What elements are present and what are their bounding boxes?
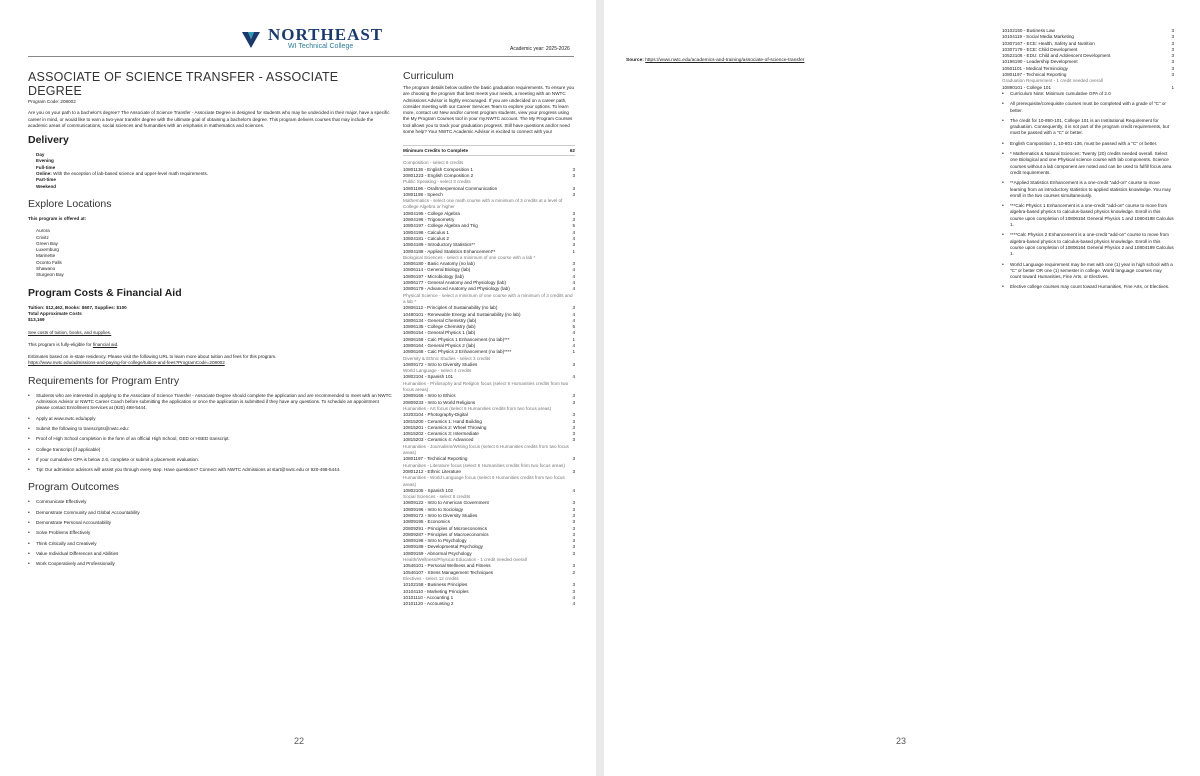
course-name: 10801136 - English Composition 1 [403, 166, 473, 172]
course-credits: 3 [1171, 72, 1174, 78]
course-credits: 4 [572, 317, 575, 323]
course-credits: 1 [1171, 84, 1174, 90]
course-name: 10815200 - Ceramics 1: Hand Building [403, 418, 482, 424]
logo-subtitle: WI Technical College [288, 43, 354, 50]
course-name: 20801223 - English Composition 2 [403, 172, 474, 178]
course-name: 10815201 - Ceramics 2: Wheel Throwing [403, 424, 487, 430]
source-link[interactable]: https://www.nwtc.edu/academics-and-training/associate-of-science-transfer [645, 58, 805, 63]
note-item: • The credit for 10-890-101, College 101 is an Institutional Requirement for graduation. Consequently, it is not part of the program credit requirements, but must be passed with a "C" or better. [1002, 118, 1174, 137]
course-credits: 3 [572, 305, 575, 311]
course-name: 10480101 - Renewable Energy and Sustainability (no lab) [403, 311, 521, 317]
course-credits: 4 [572, 374, 575, 380]
course-credits: 4 [572, 235, 575, 241]
course-credits: 3 [572, 261, 575, 267]
course-credits: 3 [572, 399, 575, 405]
course-name: 10809172 - Intro to Diversity Studies [403, 513, 478, 518]
course-name: 10101120 - Accounting 2 [403, 601, 454, 607]
page-number: 23 [896, 736, 907, 746]
course-name: 10806180 - Basic Anatomy (no lab) [403, 261, 475, 267]
note-item: • World Language requirement may be met with one (1) year in high school with a "C" or better OR one (1) semester in college. World language courses may count toward Humanities, Fine Arts, or Electives. [1002, 262, 1174, 281]
course-name: 10809159 - Abnormal Psychology [403, 550, 472, 556]
curriculum-continued-column [1002, 28, 1174, 295]
course-name: 10809196 - Intro to Sociology [403, 506, 464, 512]
course-group-heading: Health/Wellness/Physical Education - 1 credit needed overall [403, 557, 527, 563]
location-item: Sturgeon Bay [36, 272, 64, 278]
note-item: • **Applied Statistics Enhancement is a one-credit "add-on" course to move learning from an introductory statistics to applied statistics knowledge. You may enroll in the two courses simultaneously. [1002, 180, 1174, 199]
location-item: Oconto Falls [36, 259, 62, 265]
note-item: • All prerequisite/corequisite courses must be completed with a grade of "C" or better. [1002, 101, 1174, 114]
course-credits: 3 [572, 217, 575, 223]
min-credits-row [403, 145, 575, 156]
location-item: Luxemburg [36, 247, 59, 253]
curriculum-continued-list [1002, 28, 1174, 91]
course-name: 10804195 - College Algebra [403, 210, 460, 216]
course-credits: 3 [572, 544, 575, 550]
financial-aid-line: This program is fully-eligible for financial aid. [28, 341, 119, 347]
course-credits: 3 [1171, 65, 1174, 71]
page-23 [604, 0, 1200, 776]
course-credits: 5 [572, 223, 575, 229]
course-name: 10104119 - Social Media Marketing [1002, 34, 1074, 40]
course-group-heading: Mathematics - select one math course with a minimum of 3 credits at a level of College Algebra or higher [403, 198, 563, 210]
course-group-heading: World Language - select 4 credits [403, 368, 472, 374]
course-credits: 3 [572, 588, 575, 594]
course-name: 10804189 - Introductory Statistics** [403, 242, 476, 248]
course-credits: 3 [572, 525, 575, 531]
course-name: 10806135 - College Chemistry (lab) [403, 324, 476, 330]
outcomes-list [28, 499, 392, 567]
course-name: 10806168 - Calc Physics 2 Enhancement (no lab)**** [403, 349, 512, 355]
course-name: 10802104 - Spanish 101 [403, 374, 454, 380]
location-item: Green Bay [36, 240, 58, 246]
tuition-url-link[interactable]: https://www.nwtc.edu/admissions-and-paying-for-college/tuition-and-fees?ProgramCode=208002 [28, 360, 225, 366]
course-name: 10102158 - Business Principles [403, 582, 468, 588]
outcome-item: • Solve Problems Effectively [28, 530, 392, 536]
course-group-heading: Humanities - Journalism/Writing focus (select 6 Humanities credits from two focus areas) [403, 443, 569, 456]
curriculum-notes-list [1002, 91, 1174, 291]
course-name: 20809233 - Intro to World Religions [403, 399, 476, 405]
course-group-heading: Graduation Requirement - 1 credit needed overall [1002, 78, 1103, 84]
course-name: 10546101 - Personal Wellness and Fitness [403, 563, 491, 569]
course-group-heading: Physical Science - select a minimum of one course with a minimum of 3 credits and a lab * [403, 292, 573, 304]
note-item: • ****Calc Physics 2 Enhancement is a one-credit "add-on" course to move from algebra-based physics to calculus-based physics knowledge. Enroll in this course upon completion of 10806164 General Physics 2 and 10804199 Calculus 1. [1002, 232, 1174, 257]
course-name: 10307179 - ECE: Child Development [1002, 46, 1078, 52]
course-name: 10809166 - Intro to Ethics [403, 393, 456, 399]
course-credits: 3 [572, 393, 575, 399]
requirement-item: • Submit the following to transcripts@nwtc.edu: [28, 426, 392, 432]
total-costs-label: Total Approximate Costs [28, 310, 82, 316]
source-line: Source: https://www.nwtc.edu/academics-and-training/associate-of-science-transfer [626, 58, 805, 63]
course-name: 10804198 - Calculus 1 [403, 229, 449, 235]
course-group-heading: Humanities - Literature focus (select 6 Humanities credits from two focus areas) [403, 462, 565, 468]
course-name: 10806164 - General Physics 2 (lab) [403, 342, 476, 348]
requirement-item: • Apply at www.nwtc.edu/apply [28, 416, 392, 422]
course-credits: 3 [572, 550, 575, 556]
location-item: Aurora [36, 228, 50, 234]
course-credits: 3 [572, 242, 575, 248]
course-credits: 3 [572, 563, 575, 569]
delivery-heading: Delivery [28, 134, 69, 147]
outcome-item: • Work Cooperatively and Professionally [28, 561, 392, 567]
course-name: 10801196 - Oral/Interpersonal Communication [403, 185, 498, 191]
note-item: • English Composition 1, 10-801-136, must be passed with a "C" or better. [1002, 141, 1174, 147]
course-credits: 4 [572, 273, 575, 279]
course-credits: 3 [572, 210, 575, 216]
course-name: 10802105 - Spanish 102 [403, 487, 454, 493]
course-name: 10815202 - Ceramics 3: Intermediate [403, 431, 479, 437]
program-code: Program Code: 208002 [28, 99, 76, 104]
course-group-heading: Humanities - World Language focus (select 6 Humanities credits from two focus areas) [403, 475, 565, 487]
course-credits: 4 [572, 330, 575, 336]
course-credits: 3 [1171, 34, 1174, 40]
costs-heading: Program Costs & Financial Aid [28, 286, 182, 299]
course-name: 10809172 - Intro to Diversity Studies [403, 361, 478, 367]
course-credits: 4 [572, 487, 575, 493]
outcome-item: • Value Individual Differences and Abilities [28, 551, 392, 557]
academic-year: Academic year: 2025-2026 [510, 46, 570, 52]
course-credits: 3 [572, 424, 575, 430]
outcome-item: • Think Critically and Creatively [28, 541, 392, 547]
locations-list [28, 228, 392, 278]
course-credits: 5 [572, 324, 575, 330]
course-group-heading: Social Sciences - select 6 credits [403, 494, 471, 500]
course-group-heading: Biological Sciences - select a minimum of one course with a lab * [403, 254, 536, 260]
course-group-heading: Public Speaking - select 3 credits [403, 179, 471, 185]
course-name: 10501101 - Medical Terminology [1002, 65, 1068, 71]
course-name: 10307167 - ECE: Health, Safety and Nutrition [1002, 40, 1095, 46]
delivery-item: Part-time [36, 177, 56, 183]
location-item: Shawano [36, 266, 56, 272]
course-name: 10806154 - General Physics 1 (lab) [403, 330, 476, 336]
college-logo [240, 26, 383, 51]
course-credits: 3 [1171, 28, 1174, 33]
course-row [403, 601, 575, 607]
course-group-heading: Humanities - Philosophy and Religion focus (select 6 Humanities credits from two focus areas) [403, 380, 569, 393]
course-credits: 4 [572, 601, 575, 607]
course-credits: 3 [572, 513, 575, 518]
course-name: 10806179 - Advanced Anatomy and Physiology (lab) [403, 286, 510, 292]
course-name: 20809291 - Principles of Microeconomics [403, 525, 488, 531]
course-name: 10196190 - Leadership Development [1002, 59, 1078, 65]
course-name: 10804181 - Calculus 2 [403, 235, 449, 241]
course-credits: 3 [572, 506, 575, 512]
requirements-heading: Requirements for Program Entry [28, 374, 180, 387]
requirement-item: • College transcript (if applicable) [28, 447, 392, 453]
course-credits: 3 [572, 437, 575, 443]
course-credits: 3 [572, 538, 575, 544]
course-credits: 3 [572, 582, 575, 588]
course-name: 20801212 - Ethnic Literature [403, 468, 461, 474]
course-name: 10809188 - Developmental Psychology [403, 544, 483, 550]
course-name: 10806158 - Calc Physics 1 Enhancement (no lab)*** [403, 336, 510, 342]
course-name: 10804197 - College Algebra and Trig [403, 223, 478, 229]
min-credits-value: 62 [569, 148, 575, 154]
course-credits: 3 [572, 531, 575, 537]
total-costs-value: $13,169 [28, 317, 45, 323]
requirements-list [28, 393, 392, 474]
outcome-item: • Demonstrate Personal Accountability [28, 520, 392, 526]
locations-heading: Explore Locations [28, 197, 112, 210]
delivery-item: Evening [36, 158, 54, 164]
course-name: 20809287 - Principles of Macroeconomics [403, 531, 489, 537]
note-item: • Curriculum Note: Minimum cumulative GPA of 2.0 [1002, 91, 1174, 97]
course-credits: 3 [1171, 40, 1174, 46]
course-credits: 3 [572, 500, 575, 506]
course-name: 10101110 - Accounting 1 [403, 594, 454, 600]
program-intro: Are you on your path to a bachelor's degree? The Associate of Science Transfer - Associate Degree is designed for students who may be undecided in their major, have a specific career in mind, or would like to earn a two-year transfer degree with the ultimate goal of obtaining a bachelor's degree. This program delivers courses that may include the academic areas of communications, social sciences and humanities with an emphasis in mathematics and sciences. [28, 110, 390, 128]
course-name: 10801197 - Technical Reporting [403, 456, 468, 462]
curriculum-course-list [403, 160, 575, 607]
outcome-item: • Communicate Effectively [28, 499, 392, 505]
note-item: • Elective college courses may count toward Humanities, Fine Arts, or Electives. [1002, 284, 1174, 290]
course-credits: 4 [572, 229, 575, 235]
course-name: 10522106 - EDU: Child and Adolescent Development [1002, 53, 1111, 59]
course-credits: 3 [572, 418, 575, 424]
course-name: 10890101 - College 101 [1002, 84, 1052, 90]
location-item: Marinette [36, 253, 56, 259]
note-item: • * Mathematics & Natural Sciences: Twenty (20) credits needed overall. Select one Biological and one Physical science course with lab components. Science courses without a lab component are noted and can be used to fulfill focus area credit requirements. [1002, 151, 1174, 176]
outcomes-heading: Program Outcomes [28, 481, 120, 494]
requirement-item: • Proof of High School completion in the form of an official High School, GED or HSED transcript. [28, 436, 392, 442]
course-credits: 3 [572, 456, 575, 462]
curriculum-column [403, 70, 575, 607]
course-name: 10804196 - Trigonometry [403, 217, 455, 223]
page-22 [0, 0, 596, 776]
tuition-line: Tuition: $12,462, Books: $607, Supplies: $100 [28, 304, 127, 310]
course-name: 10801197 - Technical Reporting [1002, 72, 1067, 78]
course-name: 10806197 - Microbiology (lab) [403, 273, 464, 279]
course-credits: 3 [572, 172, 575, 178]
delivery-item: Online: With the exception of lab-based science and upper-level math requirements. [36, 171, 209, 177]
course-credits: 3 [572, 361, 575, 367]
course-credits: 2 [572, 569, 575, 575]
course-name: 10801198 - Speech [403, 191, 443, 197]
course-name: 10809195 - Economics [403, 519, 450, 525]
locations-intro: This program is offered at: [28, 215, 87, 221]
course-name: 10806134 - General Chemistry (lab) [403, 317, 477, 323]
course-credits: 1 [572, 336, 575, 342]
course-name: 10806177 - General Anatomy and Physiology (lab) [403, 280, 506, 286]
requirement-item: • Students who are interested in applying to the Associate of Science Transfer - Associate Degree should complete the application and are recommended to meet with an NWTC Admission Advisor or NWTC Career Coach before submitting the application or once the application is submitted if they have any questions. To schedule an appointment please contact Enrollment Services at (920) 498-5444. [28, 393, 392, 412]
course-credits: 1 [572, 349, 575, 355]
course-credits: 3 [572, 412, 575, 418]
course-name: 10546107 - Stress Management Techniques [403, 569, 494, 575]
requirement-item: • If your cumulative GPA is below 2.6, complete or submit a placement evaluation. [28, 457, 392, 463]
course-group-heading: Diversity & Ethnic Studies - select 3 credits [403, 355, 491, 361]
course-credits: 4 [572, 342, 575, 348]
course-credits: 3 [572, 185, 575, 191]
course-name: 10815203 - Ceramics 4: Advanced [403, 437, 474, 443]
course-credits: 3 [1171, 46, 1174, 52]
course-name: 10806112 - Principles of Sustainability (no lab) [403, 305, 498, 311]
program-overview-column [28, 70, 392, 571]
course-group-heading: Humanities - Art focus (select 6 Humanities credits from two focus areas) [403, 405, 552, 411]
course-credits: 4 [572, 311, 575, 317]
course-credits: 3 [572, 519, 575, 525]
course-credits: 3 [572, 166, 575, 172]
course-name: 10102150 - Business Law [1002, 28, 1055, 33]
location-item: Crivitz [36, 234, 49, 240]
course-name: 10809198 - Intro to Psychology [403, 538, 467, 544]
min-credits-label: Minimum Credits to Complete [403, 148, 469, 154]
course-credits: 3 [1171, 53, 1174, 59]
estimates-note: Estimates based on in-state residency. Please visit the following URL to learn more about tuition and fees for this program. [28, 354, 277, 360]
course-credits: 3 [572, 191, 575, 197]
curriculum-intro: The program details below outline the basic graduation requirements. To ensure you are choosing the program that best meets your needs, a meeting with an NWTC Admissions Advisor is highly encouraged. If you are undecided on a career path, consider meeting with our Career Services Team to explore your options. To learn more, contact us! New and/or current program students, view your progress using the My Program Courses tool in your my.NWTC account. The My Program Courses tool allows you to track your graduation progress. Still have questions and/or need some help? Your NWTC Academic Advisor is excited to connect with you! [403, 85, 575, 135]
header-divider [28, 56, 574, 57]
requirement-item: • Tip! Our admission advisors will assist you through every step. Have questions? Connect with NWTC Admissions at start@nwtc.edu or 920-498-5444. [28, 467, 392, 473]
course-credits: 1 [572, 248, 575, 254]
program-title: ASSOCIATE OF SCIENCE TRANSFER - ASSOCIATE DEGREE [28, 70, 339, 98]
logo-name: NORTHEAST [268, 25, 384, 44]
course-group-heading: Composition - select 6 credits [403, 160, 464, 166]
delivery-item: Day [36, 152, 45, 158]
course-name: 10804188 - Applied Statistics Enhancement** [403, 248, 496, 254]
course-group-heading: Electives - select 12 credits [403, 575, 459, 581]
curriculum-heading: Curriculum [403, 70, 454, 82]
course-credits: 4 [572, 267, 575, 273]
delivery-list [28, 152, 392, 190]
delivery-item: Full-time [36, 164, 56, 170]
course-name: 10203104 - Photography-Digital [403, 412, 468, 418]
course-name: 10806114 - General Biology (lab) [403, 267, 471, 273]
financial-aid-link[interactable]: financial aid [92, 341, 118, 347]
see-costs-link[interactable]: See costs of tuition, books, and supplies. [28, 329, 112, 335]
course-name: 10809122 - Intro to American Government [403, 500, 489, 506]
course-credits: 4 [572, 280, 575, 286]
page-number: 22 [294, 736, 305, 746]
course-credits: 4 [572, 594, 575, 600]
course-credits: 3 [1171, 59, 1174, 65]
course-credits: 3 [572, 431, 575, 437]
course-credits: 3 [572, 468, 575, 474]
compass-logo-icon [240, 28, 262, 50]
outcome-item: • Demonstrate Community and Global Accountability [28, 510, 392, 516]
delivery-item: Weekend [36, 183, 57, 189]
course-credits: 4 [572, 286, 575, 292]
course-name: 10104110 - Marketing Principles [403, 588, 469, 594]
note-item: • ***Calc Physics 1 Enhancement is a one-credit "add-on" course to move from algebra-based physics to calculus-based physics knowledge. Enroll in this course upon completion of 10806154 General Physics 1 and 10804198 Calculus 1. [1002, 203, 1174, 228]
